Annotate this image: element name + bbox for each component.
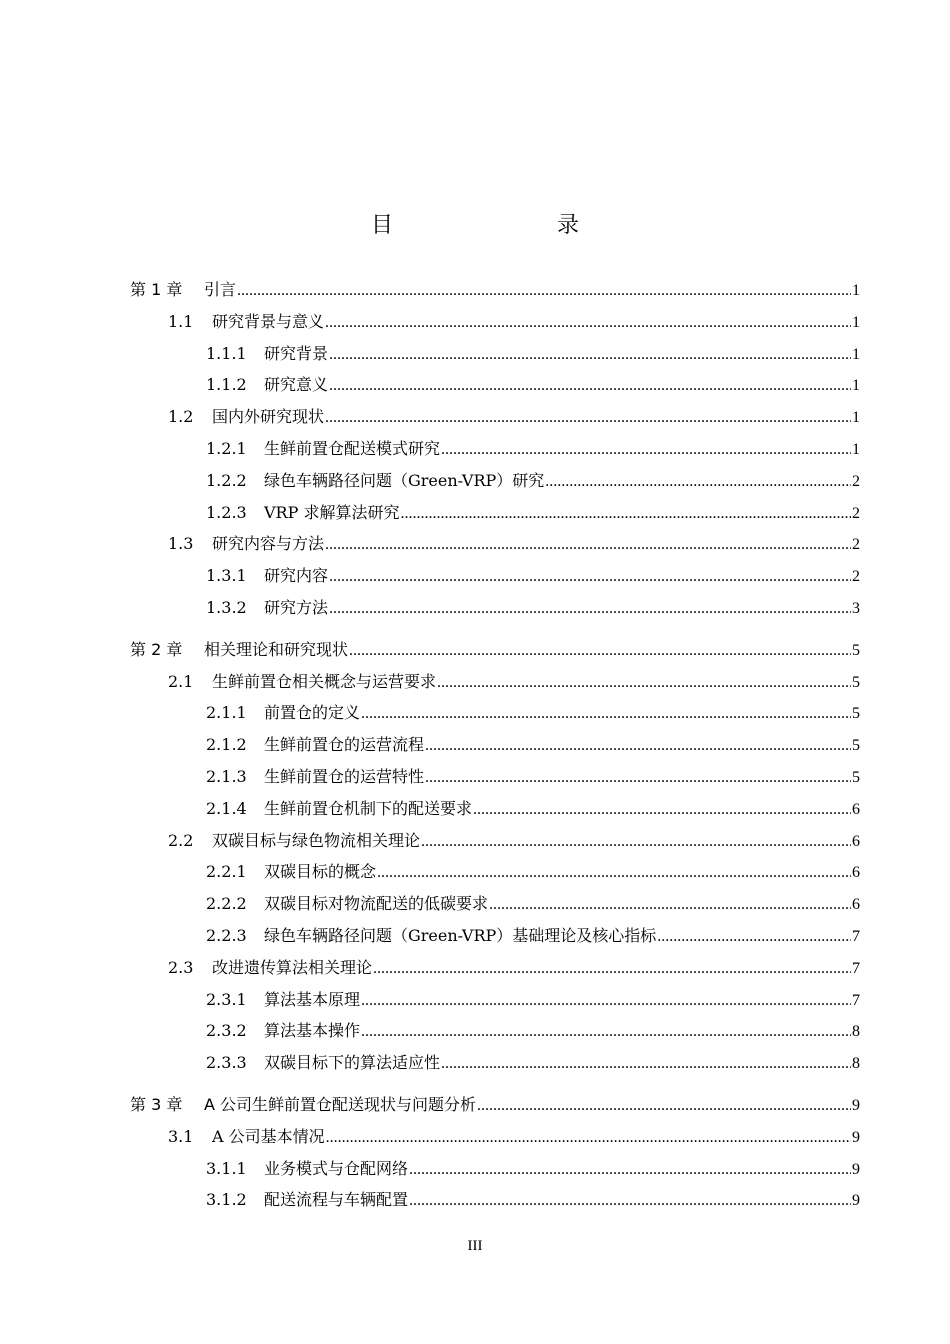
toc-dot-leader <box>377 857 851 889</box>
toc-dot-leader <box>349 635 851 667</box>
toc-entry-title: 研究背景 <box>264 343 329 363</box>
toc-dot-leader <box>657 921 851 953</box>
toc-entry-title: 研究内容 <box>264 566 329 586</box>
toc-entry-title: A 公司基本情况 <box>212 1126 325 1146</box>
toc-entry-page: 9 <box>852 1192 860 1210</box>
toc-entry[interactable] <box>206 592 860 624</box>
toc-entry-title: 算法基本原理 <box>264 989 361 1009</box>
toc-dot-leader <box>477 1090 851 1122</box>
toc-entry-title: 生鲜前置仓相关概念与运营要求 <box>212 671 437 691</box>
toc-entry-title: A 公司生鲜前置仓配送现状与问题分析 <box>204 1095 477 1114</box>
toc-entry-title: 国内外研究现状 <box>212 407 325 427</box>
toc-entry-title: 绿色车辆路径问题（Green-VRP）研究 <box>264 470 545 490</box>
toc-entry[interactable] <box>206 793 860 825</box>
toc-dot-leader <box>437 667 851 699</box>
toc-entry[interactable] <box>168 1121 860 1153</box>
toc-entry-page: 1 <box>852 345 860 363</box>
toc-entry[interactable] <box>206 560 860 592</box>
toc-entry-number: 3.1.1 <box>206 1158 247 1178</box>
toc-entry-page: 1 <box>852 377 860 395</box>
toc-dot-leader <box>425 730 851 762</box>
toc-entry[interactable] <box>206 984 860 1016</box>
toc-entry-number: 1.1.1 <box>206 343 247 363</box>
toc-entry-title: 算法基本操作 <box>264 1021 361 1041</box>
toc-entry-title: 前置仓的定义 <box>264 703 361 723</box>
toc-entry-page: 5 <box>852 737 860 755</box>
toc-entry[interactable] <box>206 761 860 793</box>
toc-dot-leader <box>409 1154 851 1186</box>
toc-dot-leader <box>329 561 851 593</box>
toc-entry[interactable] <box>130 274 860 306</box>
toc-dot-leader <box>326 1122 851 1154</box>
toc-entry[interactable] <box>168 825 860 857</box>
toc-entry-number: 第 2 章 <box>130 639 183 659</box>
toc-entry-number: 1.1.2 <box>206 375 247 395</box>
toc-dot-leader <box>329 593 851 625</box>
toc-entry-number: 1.2.3 <box>206 502 247 522</box>
toc-entry-page: 2 <box>852 472 860 490</box>
toc-entry-number: 1.3 <box>168 534 194 554</box>
toc-entry-page: 1 <box>852 409 860 427</box>
toc-entry-number: 3.1 <box>168 1126 194 1146</box>
toc-entry[interactable] <box>206 338 860 370</box>
toc-dot-leader <box>425 762 851 794</box>
toc-dot-leader <box>361 698 851 730</box>
toc-entry-number: 2.2.3 <box>206 926 247 945</box>
toc-entry-page: 7 <box>852 959 860 977</box>
toc-entry-number: 2.1.4 <box>206 798 247 818</box>
toc-dot-leader <box>373 953 851 985</box>
toc-dot-leader <box>325 529 851 561</box>
toc-entry-title: 配送流程与车辆配置 <box>264 1190 409 1210</box>
toc-entry-page: 1 <box>852 313 860 331</box>
toc-entry-title: 生鲜前置仓的运营特性 <box>264 767 425 786</box>
toc-entry[interactable] <box>168 306 860 338</box>
toc-entry-page: 9 <box>852 1160 860 1178</box>
toc-entry[interactable] <box>130 634 860 666</box>
toc-entry-number: 2.3 <box>168 957 194 977</box>
toc-entry-title: 生鲜前置仓配送模式研究 <box>264 439 441 458</box>
toc-entry-number: 2.1.1 <box>206 703 247 723</box>
toc-entry-number: 2.2.1 <box>206 862 247 882</box>
toc-entry[interactable] <box>206 433 860 465</box>
toc-entry-page: 1 <box>852 441 860 458</box>
toc-dot-leader <box>237 275 851 307</box>
toc-entry[interactable] <box>168 401 860 433</box>
toc-dot-leader <box>441 1048 851 1080</box>
toc-entry[interactable] <box>206 497 860 529</box>
toc-entry-title: 相关理论和研究现状 <box>204 639 349 659</box>
toc-entry-page: 8 <box>852 1055 860 1073</box>
toc-dot-leader <box>329 339 851 371</box>
toc-entry-page: 9 <box>852 1097 860 1114</box>
toc-dot-leader <box>409 1185 851 1217</box>
toc-entry-page: 2 <box>852 568 860 586</box>
toc-dot-leader <box>441 434 851 466</box>
toc-entry-number: 2.3.1 <box>206 989 247 1009</box>
toc-entry-page: 5 <box>852 705 860 723</box>
toc-entry[interactable] <box>168 528 860 560</box>
toc-entry-title: 研究意义 <box>264 375 329 395</box>
toc-dot-leader <box>361 985 851 1017</box>
page-number-footer: III <box>467 1238 483 1254</box>
toc-entry-title: 双碳目标的概念 <box>264 862 377 882</box>
toc-entry-number: 2.1.2 <box>206 735 247 755</box>
toc-entry-number: 1.2 <box>168 407 194 427</box>
toc-entry-title: 双碳目标对物流配送的低碳要求 <box>264 894 489 914</box>
toc-entry-title: 研究背景与意义 <box>212 311 325 331</box>
toc-entry[interactable] <box>130 1089 860 1121</box>
toc-entry-number: 2.1 <box>168 671 194 691</box>
toc-dot-leader <box>489 889 851 921</box>
toc-entry-page: 2 <box>852 504 860 522</box>
toc-entry-number: 2.3.2 <box>206 1021 247 1041</box>
toc-entry-page: 9 <box>852 1128 860 1146</box>
toc-entry[interactable] <box>206 888 860 920</box>
toc-entry-title: 双碳目标与绿色物流相关理论 <box>212 830 421 850</box>
toc-entry-page: 2 <box>852 536 860 554</box>
toc-dot-leader <box>325 402 851 434</box>
toc-entry-page: 6 <box>852 832 860 850</box>
toc-entry-page: 6 <box>852 800 860 818</box>
toc-entry-title: 双碳目标下的算法适应性 <box>264 1053 441 1073</box>
toc-entry-number: 1.1 <box>168 311 194 331</box>
toc-entry[interactable] <box>206 920 860 952</box>
toc-entry[interactable] <box>168 952 860 984</box>
toc-entry-number: 2.3.3 <box>206 1053 247 1073</box>
toc-dot-leader <box>400 498 851 530</box>
toc-entry-page: 6 <box>852 896 860 914</box>
toc-entry[interactable] <box>206 1015 860 1047</box>
toc-entry-title: 研究内容与方法 <box>212 534 325 554</box>
toc-entry-number: 1.2.1 <box>206 439 247 458</box>
toc-entry[interactable] <box>206 856 860 888</box>
toc-entry-page: 3 <box>852 600 860 617</box>
toc-entry-title: 研究方法 <box>264 598 329 617</box>
toc-entry[interactable] <box>168 666 860 698</box>
toc-dot-leader <box>473 794 851 826</box>
toc-entry-title: 生鲜前置仓的运营流程 <box>264 735 425 755</box>
toc-dot-leader <box>421 826 851 858</box>
toc-entry-page: 5 <box>852 673 860 691</box>
toc-entry-number: 1.3.2 <box>206 598 247 617</box>
toc-dot-leader <box>545 466 851 498</box>
toc-entry[interactable] <box>206 697 860 729</box>
toc-entry-title: 生鲜前置仓机制下的配送要求 <box>264 798 473 818</box>
toc-entry-page: 8 <box>852 1023 860 1041</box>
toc-entry[interactable] <box>206 369 860 401</box>
toc-entry[interactable] <box>206 1153 860 1185</box>
toc-entry[interactable] <box>206 729 860 761</box>
toc-dot-leader <box>329 370 851 402</box>
toc-entry-title: 引言 <box>204 280 237 299</box>
toc-entry-page: 7 <box>852 928 860 945</box>
toc-entry-page: 6 <box>852 864 860 882</box>
toc-entry-page: 1 <box>852 282 860 299</box>
toc-entry-number: 1.3.1 <box>206 566 247 586</box>
toc-entry[interactable] <box>206 1184 860 1216</box>
toc-entry-title: 绿色车辆路径问题（Green-VRP）基础理论及核心指标 <box>264 926 657 945</box>
toc-entry-title: 改进遗传算法相关理论 <box>212 957 373 977</box>
toc-entry-page: 5 <box>852 641 860 659</box>
toc-entry-number: 第 3 章 <box>130 1095 183 1114</box>
toc-entry-number: 2.1.3 <box>206 767 247 786</box>
toc-title: 目 录 <box>370 213 619 238</box>
toc-entry-number: 2.2.2 <box>206 894 247 914</box>
toc-dot-leader <box>361 1016 851 1048</box>
toc-entry[interactable] <box>206 1047 860 1079</box>
toc-entry-page: 7 <box>852 991 860 1009</box>
toc-entry-page: 5 <box>852 769 860 786</box>
toc-entry[interactable] <box>206 465 860 497</box>
toc-entry-number: 2.2 <box>168 830 194 850</box>
toc-dot-leader <box>325 307 851 339</box>
toc-entry-number: 第 1 章 <box>130 280 183 299</box>
toc-entry-number: 1.2.2 <box>206 470 247 490</box>
toc-entry-number: 3.1.2 <box>206 1190 247 1210</box>
toc-entry-title: VRP 求解算法研究 <box>264 502 400 522</box>
toc-entry-title: 业务模式与仓配网络 <box>264 1158 409 1178</box>
